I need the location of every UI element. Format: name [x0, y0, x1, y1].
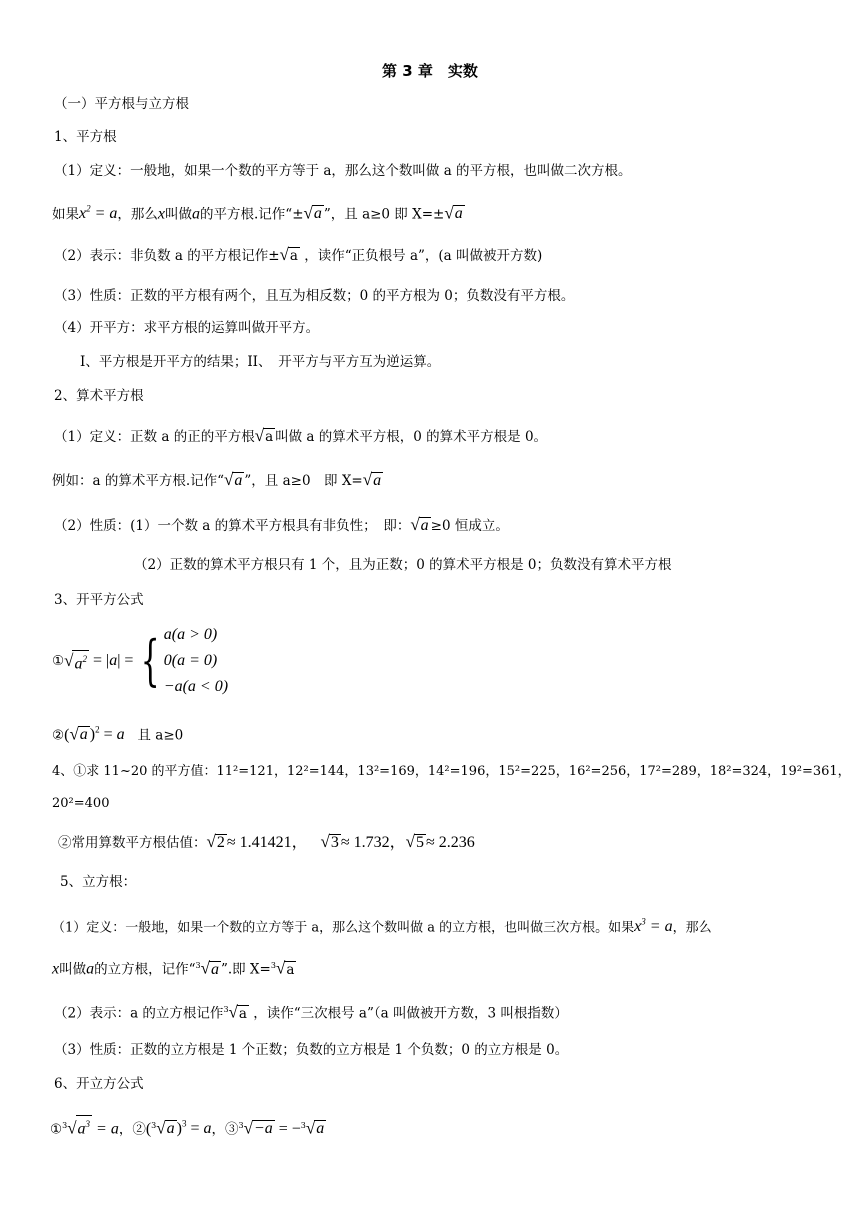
case-negative: −a(a < 0) [163, 678, 229, 695]
radical-sign: √ [206, 832, 216, 851]
radical-sign: √ [410, 515, 420, 534]
text-prop: （2）性质：(1）一个数 a 的算术平方根具有非负性； 即： [54, 518, 411, 534]
text-condition: 且 a≥0 [137, 727, 184, 744]
radicand-3: 3 [330, 834, 339, 851]
formula-marker-2: ，② [118, 1121, 146, 1138]
cube-root-notation: x叫做a的立方根，记作“$^3$√a ”.即 X=$^3$√a [52, 958, 295, 978]
radicand-a: a [166, 1120, 175, 1138]
radical-sign: √ [200, 958, 210, 978]
text-rep-tail: ，读作“三次根号 a”（a 叫做被开方数，3 叫根指数） [253, 1005, 568, 1022]
text-example: 例如：a 的算术平方根.记作“ [52, 473, 225, 489]
formula-marker-3: ，③ [211, 1121, 239, 1138]
text-def: （1）定义：正数 a 的正的平方根 [54, 429, 255, 445]
paren-close: )$^3$ = a [176, 1119, 212, 1138]
case-zero: 0(a = 0) [163, 652, 218, 669]
cases-list [164, 622, 228, 700]
radicand-a: a [420, 517, 429, 534]
text-then: ，那么 [117, 206, 158, 223]
radical-sign: √ [156, 1118, 166, 1138]
text-def: （1）定义：一般地，如果一个数的立方等于 a，那么这个数叫做 a 的立方根，也叫做三次方根。如果 [52, 920, 635, 936]
formula-marker: ① [52, 653, 65, 669]
radical-sign: √ [254, 426, 265, 445]
estimate-sqrt5: ≈ 2.236 [426, 834, 475, 851]
square-root-notation-line [52, 199, 465, 224]
radicand-neg-a: −a [253, 1120, 273, 1138]
radicand-a2: $a^2$ [72, 650, 89, 672]
radicand-a: a [373, 472, 382, 489]
case-positive: a(a > 0) [163, 626, 218, 643]
paren-close: )$^2$ = a [89, 725, 125, 744]
radical-sign: √ [275, 958, 286, 978]
radical-sign: √ [67, 1118, 77, 1138]
text-notation-tail: ”.即 X= [220, 961, 271, 978]
text-def-tail: 叫做 a 的算术平方根，0 的算术平方根是 0。 [275, 429, 548, 445]
radicand-5: 5 [416, 834, 424, 851]
cube-root-definition [52, 912, 712, 938]
square-root-note: I、平方根是开平方的结果；II、 开平方与平方互为逆运算。 [80, 354, 441, 370]
radical-sign: √ [362, 470, 373, 489]
paren-open: ( [145, 1120, 152, 1138]
text-example-tail: ”，且 a≥0 即 X= [244, 473, 363, 489]
text-prop-tail: ≥0 恒成立。 [430, 518, 509, 534]
chapter-title: 第 3 章 实数 [382, 62, 478, 80]
radicand-a: a [316, 1120, 325, 1138]
text-notation: 的平方根.记作“± [200, 206, 304, 223]
arith-root-property-2: （2）正数的算术平方根只有 1 个，且为正数；0 的算术平方根是 0；负数没有算术平方根 [134, 557, 672, 573]
radicand-a: a [238, 1005, 247, 1022]
var-x: x [52, 960, 60, 978]
text-if: 如果 [52, 206, 79, 223]
var-a: a [86, 960, 95, 978]
text-rep: （2）表示：a 的立方根记作 [54, 1005, 224, 1022]
formula-marker-1: ① [50, 1121, 63, 1138]
radicand-a3: $a^3$ [76, 1115, 93, 1137]
paren-open: ( [64, 726, 70, 744]
sqrt-estimates [58, 832, 475, 853]
radicand-a: a [210, 960, 219, 978]
cube-root-representation: （2）表示：a 的立方根记作$^3$√a ，读作“三次根号 a”（a 叫做被开方数，3 叫根指数） [54, 1002, 568, 1022]
square-root-open: （4）开平方：求平方根的运算叫做开平方。 [54, 320, 320, 336]
square-root-definition: （1）定义：一般地，如果一个数的平方等于 a，那么这个数叫做 a 的平方根，也叫做二次方根。 [54, 163, 632, 179]
heading-cube-root: 5、立方根： [60, 874, 137, 890]
arith-root-definition [54, 426, 547, 447]
radicand-a: a [79, 726, 88, 744]
radical-sign: √ [320, 832, 330, 851]
formula-x2-eq-a: $x^2 = a$ [79, 204, 118, 223]
text-def-tail: ，那么 [672, 920, 712, 936]
var-a: a [192, 205, 201, 223]
var-x: x [157, 205, 166, 223]
radical-sign: √ [224, 470, 234, 489]
radicand-a: a [289, 248, 298, 264]
radical-sign: √ [228, 1002, 238, 1022]
heading-arith-root: 2、算术平方根 [54, 388, 144, 404]
eq-neg: = − [274, 1120, 301, 1138]
squares-list-cont: 20²=400 [52, 796, 110, 811]
estimate-sqrt2: ≈ 1.41421， [226, 834, 308, 851]
text-called: 叫做 [59, 961, 87, 978]
radicand-a: a [313, 205, 322, 223]
text-condition: ”，且 a≥0 即 X=± [323, 206, 445, 223]
formula-square-of-root [52, 720, 183, 745]
radicand-a: a [265, 429, 274, 445]
heading-sqrt-formula: 3、开平方公式 [54, 592, 144, 608]
radical-sign: √ [303, 203, 313, 223]
left-brace: { [141, 629, 161, 692]
text-notation: 的立方根，记作“ [94, 961, 196, 978]
radical-sign: √ [405, 832, 415, 851]
text-rep-tail: ，读作“正负根号 a”，(a 叫做被开方数) [304, 248, 543, 264]
text-called: 叫做 [165, 206, 193, 223]
cube-formulas: $①^3√a^3 = a$，②($^3$√a )$^3$ = a，③$^3$√−a = −$^3$√a [50, 1114, 326, 1139]
estimate-sqrt3: ≈ 1.732， [340, 834, 406, 851]
formula-abs-value [52, 622, 228, 700]
radical-sign: √ [279, 245, 289, 264]
text-rep: （2）表示：非负数 a 的平方根记作± [54, 248, 280, 264]
radicand-a: a [286, 961, 295, 978]
radical-sign: √ [243, 1118, 253, 1138]
eq-a: = a [92, 1120, 119, 1138]
heading-square-root: 1、平方根 [54, 129, 117, 145]
radical-sign: √ [444, 203, 454, 223]
radical-sign: √ [69, 724, 79, 744]
squares-list: 4、①求 11~20 的平方值：11²=121，12²=144，13²=169，14²=196，15²=225，16²=256，17²=289，18²=324，19²=361， [52, 764, 851, 779]
square-root-property: （3）性质：正数的平方根有两个，且互为相反数；0 的平方根为 0；负数没有平方根。 [54, 288, 575, 304]
formula-marker: ② [52, 727, 65, 744]
arith-root-example [52, 470, 383, 491]
radicand-2: 2 [216, 834, 225, 851]
radicand-a: a [454, 205, 463, 223]
radicand-a: a [234, 472, 243, 489]
section-heading: （一）平方根与立方根 [54, 96, 189, 112]
radical-sign: √ [305, 1118, 316, 1138]
arith-root-property-1 [54, 515, 509, 536]
text-estimates: ②常用算数平方根估值： [58, 835, 207, 851]
eq-abs: = |a| = [88, 652, 138, 669]
radical-sign: √ [64, 651, 74, 670]
formula-x3-eq-a: $x^3 = a$ [634, 917, 673, 936]
heading-cube-formula: 6、开立方公式 [54, 1076, 144, 1092]
cube-root-property: （3）性质：正数的立方根是 1 个正数；负数的立方根是 1 个负数；0 的立方根是 0。 [54, 1042, 569, 1058]
square-root-representation [54, 245, 542, 266]
